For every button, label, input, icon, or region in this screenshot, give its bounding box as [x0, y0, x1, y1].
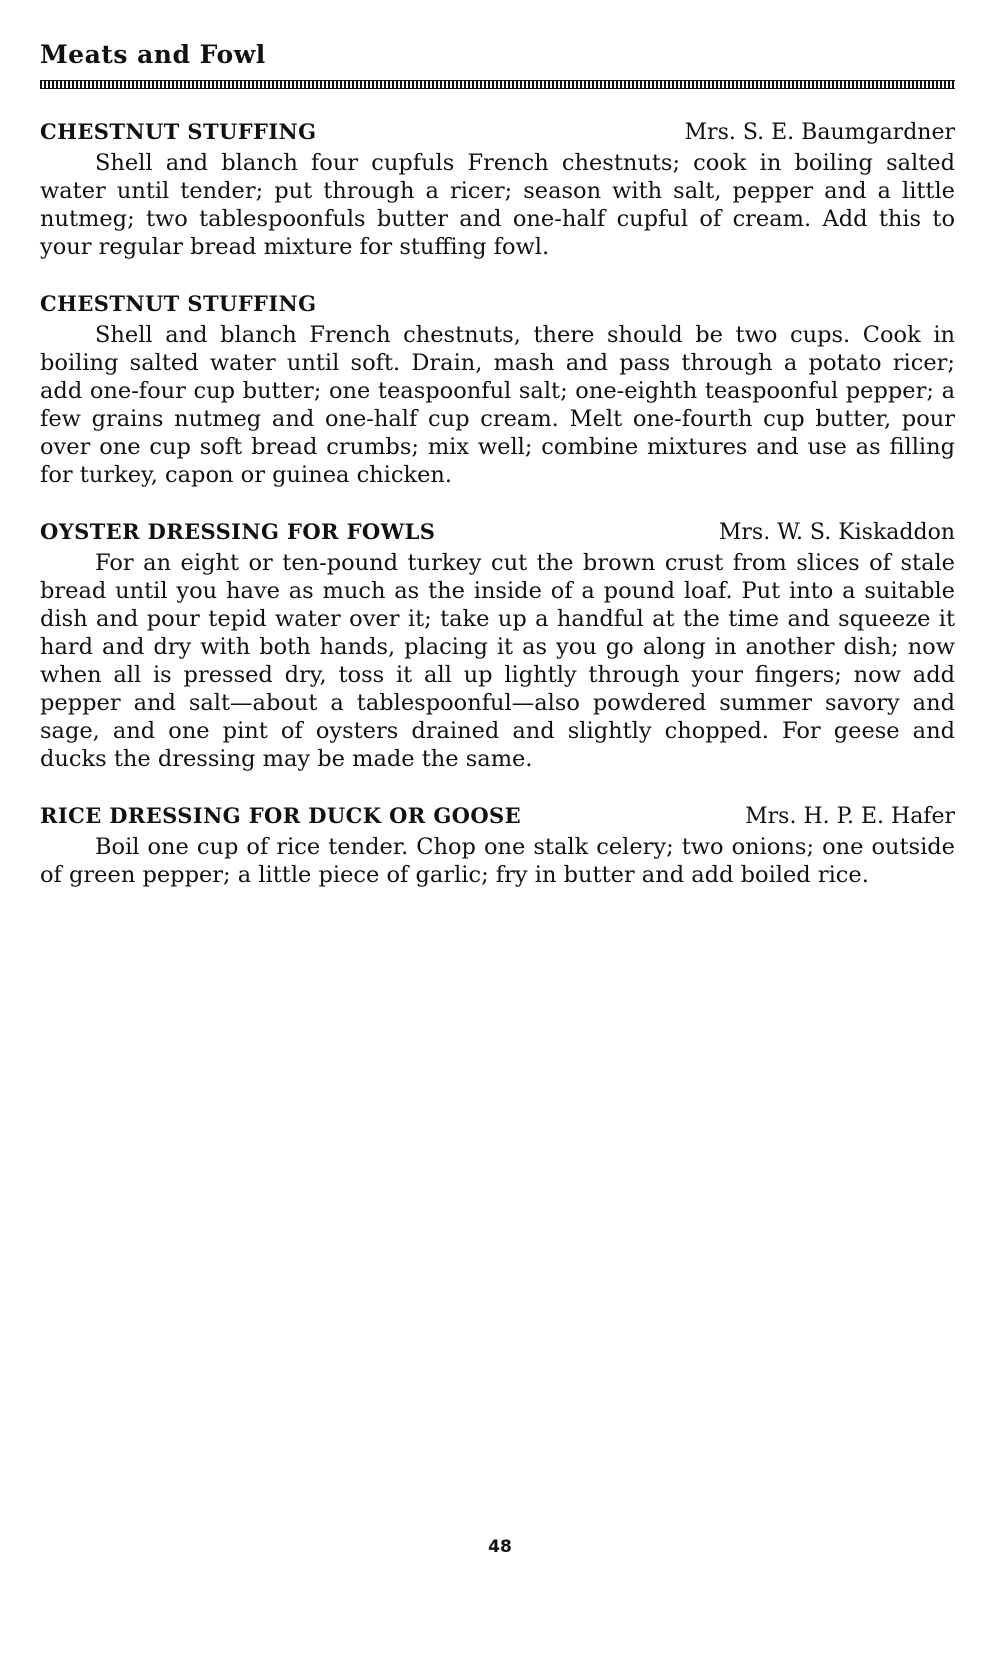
recipe-oyster-dressing [40, 519, 955, 773]
recipe-contributor: Mrs. H. P. E. Hafer [745, 804, 955, 829]
recipe-chestnut-stuffing-2 [40, 291, 955, 489]
recipe-title: CHESTNUT STUFFING [40, 119, 317, 144]
recipe-title: CHESTNUT STUFFING [40, 291, 317, 316]
page-number: 48 [488, 1537, 512, 1557]
recipe-contributor: Mrs. W. S. Kiskaddon [718, 520, 955, 545]
recipe-body: Shell and blanch four cupfuls French chestnuts; cook in boiling salted water until tender; put through a ricer; season with salt, pepper and a little nutmeg; two tablespoonfuls butter and one-half cupful of cream. Add this to your regular bread mixture for stuffing fowl. [40, 150, 955, 260]
recipe-contributor: Mrs. S. E. Baumgardner [684, 120, 955, 145]
recipe-header [40, 119, 955, 149]
recipe-body: Shell and blanch French chestnuts, there should be two cups. Cook in boiling salted water until soft. Drain, mash and pass through a potato ricer; add one-four cup butter; one teaspoonful salt; one-eighth teaspoonful pepper; a few grains nutmeg and one-half cup cream. Melt one-fourth cup butter, pour over one cup soft bread crumbs; mix well; combine mixtures and use as filling for turkey, capon or guinea chicken. [40, 322, 955, 488]
recipe-title: RICE DRESSING FOR DUCK OR GOOSE [40, 803, 522, 828]
recipe-header [40, 803, 955, 833]
recipe-body: Boil one cup of rice tender. Chop one stalk celery; two onions; one outside of green pepper; a little piece of garlic; fry in butter and add boiled rice. [40, 834, 955, 888]
recipe-body: For an eight or ten-pound turkey cut the brown crust from slices of stale bread until you have as much as the inside of a pound loaf. Put into a suitable dish and pour tepid water over it; take up a handful at the time and squeeze it hard and dry with both hands, placing it as you go along in another dish; now when all is pressed dry, toss it all up lightly through your fingers; now add pepper and salt—about a tablespoonful—also powdered summer savory and sage, and one pint of oysters drained and slightly chopped. For geese and ducks the dressing may be made the same. [40, 550, 955, 772]
section-divider [40, 80, 955, 89]
page [40, 40, 955, 889]
recipe-chestnut-stuffing-1 [40, 119, 955, 261]
recipe-rice-dressing [40, 803, 955, 889]
recipe-header [40, 519, 955, 549]
recipe-header [40, 291, 955, 321]
recipe-title: OYSTER DRESSING FOR FOWLS [40, 519, 436, 544]
section-title: Meats and Fowl [40, 40, 266, 69]
